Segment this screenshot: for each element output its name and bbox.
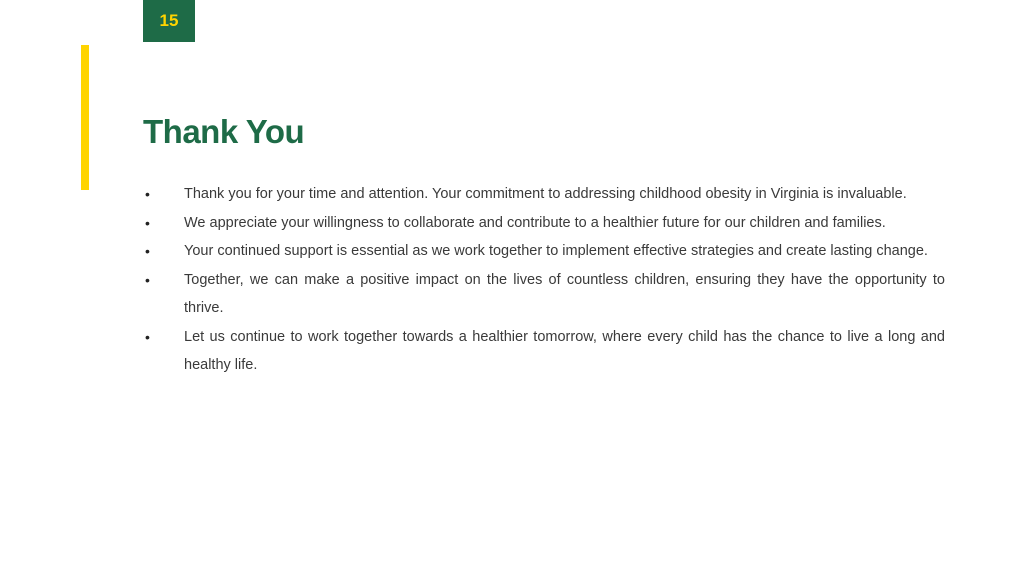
page-number-badge [143,0,195,42]
bullet-text: Your continued support is essential as we work together to implement effective strategies and create lasting change. [184,243,928,259]
bullet-item [143,323,945,380]
bullet-text: Let us continue to work together towards a healthier tomorrow, where every child has the chance to live a long and healthy life. [184,328,945,373]
bullet-item [143,266,945,323]
bullet-icon: • [145,243,150,259]
bullet-icon: • [145,214,150,231]
bullet-item [143,209,945,238]
bullet-icon: • [145,186,150,202]
bullet-text: We appreciate your willingness to collaborate and contribute to a healthier future for our children and families. [184,214,886,231]
bullet-list [143,180,945,380]
bullet-item [143,237,945,266]
page-number: 15 [159,11,179,30]
bullet-item [143,180,945,209]
bullet-text: Together, we can make a positive impact on the lives of countless children, ensuring they have the opportunity to thrive. [184,271,945,316]
bullet-icon: • [145,328,150,345]
bullet-text: Thank you for your time and attention. Your commitment to addressing childhood obesity in Virginia is invaluable. [184,186,907,202]
slide-title: Thank You [143,113,305,150]
accent-bar [81,45,89,190]
bullet-icon: • [145,271,150,288]
